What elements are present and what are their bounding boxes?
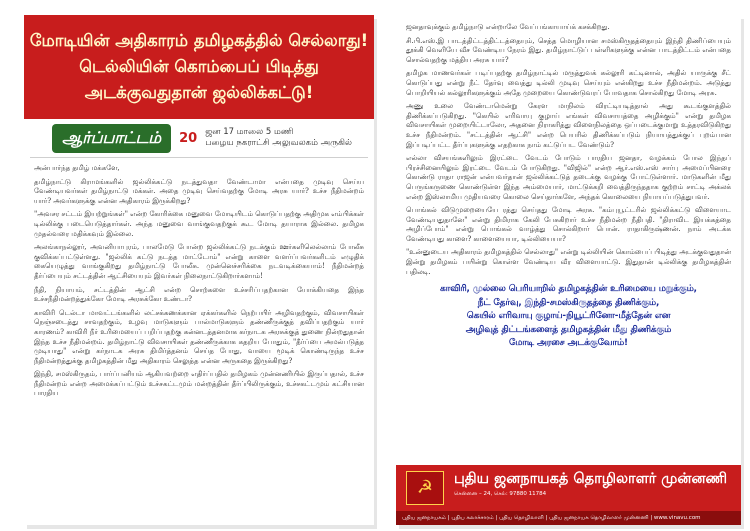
right-page <box>396 15 741 525</box>
footer-links: புதிய ஜனநாயகம் | புதிய கலாச்சாரம் | புதிய தொழிலாளி | புதிய ஜனநாயக தொழிலாளர் முன்னணி | www.vinavu.com <box>396 511 741 525</box>
organisation-address: சென்னை – 24, செல்: 97880 11784 <box>454 491 547 497</box>
protest-banner <box>30 119 368 158</box>
event-details <box>205 127 352 149</box>
event-day: 20 <box>179 130 198 146</box>
event-date: ஜன 17 மாலை 5 மணி <box>205 127 294 137</box>
paragraph: எல்லா விசயங்களிலும் இரட்டை வேடம் போடும் பாரதிய ஜனதா, வழக்கம் போல இந்தப் பிரச்சினையிலும் இரட்டை வேடம் போடுகிறது. "விஜில்" என்ற ஆர்.எஸ்.எஸ் சார்பு அமைப்பினரை கொண்டு ராதா ராஜன் என்பவர்தான் ஜல்லிக்கட்டுத் தடைக்கு வழக்கு போட்டுள்ளார். மாடுகளின் மீது பெருங்கருணை கொண்டுள்ள இந்த அம்மையார், மாட்டுக்கறி வைத்திருந்ததாக குற்றம் சாட்டி அக்லக் என்ற இஸ்லாமிய முதியவரை கொலை செய்தார்களே, அந்தக் கொலையை நியாயப்படுத்துபவர். <box>406 154 731 201</box>
paragraph: இந்தி, சமஸ்கிருதம், பார்ப்பனியம் ஆகியவற்றை எதிர்ப்பதில் தமிழகம் முன்னணியில் இருப்பதால், உச்ச நீதிமன்றம் என்ற அமைக்கப்பட்டும் உச்சகட்டமும் மன்றத்தின் தீர்ப்பிலிருக்கும், உச்சகட்டமும் கட்சியான பாரதிய <box>34 370 364 398</box>
slogan-line: கெயில் எரிவாயு குழாய்-நியூட்ரினோ-மீத்தேன் என <box>466 311 671 322</box>
headline-line-2: டெல்லியின் கொம்பைப் பிடித்து <box>79 57 319 76</box>
event-place: பழைய நகராட்சி அலுவலகம் அருகில் <box>205 138 352 148</box>
paragraph: அன்பார்ந்த தமிழ் மக்களே, <box>34 164 120 172</box>
headline-line-1: மோடியின் அதிகாரம் தமிழகத்தில் செல்லாது! <box>29 31 369 50</box>
paragraph: அலங்காநல்லூர், அவனியாபுரம், பாலமேடு போன்ற ஜல்லிக்கட்டு நடக்கும் ஊர்களிலெல்லாம் போலீசு குவிக்கப்பட்டுள்ளது. "ஜல்லிக் கட்டு நடத்த மாட்டோம்" என்று காளை வளர்ப்பவர்களிடம் எழுதிக் கையெழுத்து வாங்குகிறது தமிழ்நாட்டு போலீசு. முன்னெச்சரிக்கை நடவடிக்கையாம்! நீதிமன்றத் தீர்ப்பையும் சட்டத்தின் ஆட்சியையும் இவர்கள் நிலைநாட்டுகிறார்களாம்! <box>34 243 364 280</box>
headline-line-3: அடக்குவதுதான் ஜல்லிக்கட்டு! <box>84 83 314 102</box>
slogan-line: நீட் தேர்வு, இந்தி-சமஸ்கிருதத்தை திணிக்கும், <box>477 297 660 308</box>
slogan-line: மோடி அரசை அடக்குவோம்! <box>508 338 629 349</box>
paragraph: சி.பி.எஸ்.இ பாடத்திட்டத்திட்டத்தையும், செத்த மொழியான சமஸ்கிருதத்தையும் இந்தி திணிப்பையும் தூக்கி வெளியே வீச வேண்டிய நேரம் இது. தமிழ்நாட்டுப் பள்ளிகளுக்கு என்ன பாடத்திட்டம் என்பதை சொல்வதற்கு மத்திய அரசு யார்? <box>406 36 731 64</box>
paragraph: தமிழ்நாட்டு கிராமங்களில் ஜல்லிக்கட்டு நடத்துவதா வேண்டாமா என்பதை முடிவு செய்ய வேண்டியவர்கள் தமிழ்நாட்டு மக்கள். அதை முடிவு செய்வதற்கு மோடி அரசு யார்? உச்ச நீதிமன்றம் யார்? அவர்களுக்கு என்ன அதிகாரம் இருக்கிறது? <box>34 177 364 205</box>
paragraph: காவிரி டெல்டா மாவட்டங்களில் லட்சக்கணக்கான ஏக்கர்களில் நெற்பயிர் அழிவதற்கும், விவசாயிகள் நெஞ்சடைத்து சாவதற்கும், உழவு மாடுகளும் பால்மாடுகளும் தண்ணீருக்குத் தவிப்பதற்கும் யார் காரணம்? காவிரி நீர் உரிமையைப் பறிப்பதற்கு கன்னடத்தனமாக கர்நாடக அரசுக்குத் துணை நின்றதுதான் இந்த உச்ச நீதிமன்றம். தமிழ்நாட்டு விவசாயிகள் தண்ணீருக்காக கதறிய போதும், "தீர்ப்பை அமல்படுத்த முடியாது" என்று கர்நாடக அரசு திமிர்த்தனம் செய்த போது, வாயை மூடிக் கொண்டிருந்த உச்ச நீதிமன்றத்துக்கு தமிழகத்தின் மீது அதிகாரம் செலுத்த என்ன அருகதை இருக்கிறது? <box>34 308 364 365</box>
paragraph: நீதி, நியாயம், சட்டத்தின் ஆட்சி என்ற சொற்களை உச்சரிப்பதற்கான யோக்கியதை இந்த உச்சநீதிமன்றத்துக்கோ மோடி அரசுக்கோ உண்டா? <box>34 285 364 304</box>
slogans-block <box>402 283 735 351</box>
paragraph: "அவசர சட்டம் இயற்றுங்கள்" என்ற கோரிக்கை மனுவை மோடியிடம் கொடுப்பதற்கு அதிமுக எம்பிக்கள் டில்லிக்கு படையெடுத்தார்கள். அந்த மனுவை வாங்குவதற்குக் கூட மோடி தயாராக இல்லை. தமிழக முதல்வரை மதிக்கவும் இல்லை. <box>34 210 364 238</box>
banner-title: ஆர்ப்பாட்டம் <box>52 124 171 153</box>
paragraph: பொங்கல் விடுமுறையையே ரத்து செய்தது மோடி அரசு. "கம்புயூட்டரில் ஜல்லிக்கட்டு விளையாட வேண்டியதுதானே" என்று திமிராக கேலி பேசுகிறார் உச்ச நீதிமன்ற நீதிபதி. "திராவிட இயக்கத்தை அழிப்போம்" என்று பொங்கல் வாழ்த்து சொல்கிறார் பொன். ராதாகிருஷ்ணன். நாம் அடக்க வேண்டியது காளை? காளையையா, டில்லியையா? <box>406 206 731 243</box>
headline-block <box>24 15 374 119</box>
paragraph: ஜனதாவுக்கும் தமிழ்நாடு என்றாலே வேப்பங்காயாய்க் கசக்கிறது. <box>406 23 610 31</box>
slogan-line: காவிரி, முல்லை பெரியாறில் தமிழகத்தின் உரிமையை மறுக்கும், <box>439 284 698 295</box>
hammer-sickle-icon: ☭ <box>406 471 444 505</box>
paragraph: அணு உலை வேண்டாமென்று கேரள மாநிலம் விரட்டியடித்தால் அது கூடங்குளத்தில் திணிக்கப்படுகிறது. "கெயில் எரிவாயு குழாய் எங்கள் விவசாயத்தை அழிக்கும்" என்று தமிழக விவசாயிகள் முறையிட்டாலோ, அதனை நிராகரித்து விளைநிலத்தை ஒப்படைக்குமாறு உத்தரவிடுகிறது உச்ச நீதிமன்றம். "சட்டத்தின் ஆட்சி" என்ற பெயரில் திணிக்கப்படும் நியாயத்துக்குப் புறம்பான இப்படிப்பட்ட தீர்ப்புகளுக்கு எதற்காக நாம் கட்டுப்பட வேண்டும்? <box>406 102 731 149</box>
paragraph: தமிழக மாணவர்கள் படிப்பதற்கு தமிழ்நாட்டில் மருத்துவக் கல்லூரி கட்டினால், அதில் யாருக்கு சீட் கொடுப்பது என்று நீட் தேர்வு வைத்து டில்லி முடிவு செய்யும் என்கிறது உச்ச நீதிமன்றம். அடுத்து பொறியியல் கல்லூரிகளுக்கும் அதே முறையை கொண்டுவரப் போவதாக சொல்கிறது மோடி அரசு. <box>406 69 731 97</box>
paragraph: "உன்னுடைய அதிகாரம் தமிழகத்தில் செல்லாது" என்று டில்லியின் கொம்பைப் பிடித்து அடக்குவதுதான் இன்று தமிழகம் பயின்று கொள்ள வேண்டிய வீர விளையாட்டு. இதுதான் டில்லிக்கு தமிழகத்தின் பதிலடி. <box>406 248 731 276</box>
left-page <box>24 15 374 525</box>
slogan-line: அழிவுத் திட்டங்களைத் தமிழகத்தின் மீது திணிக்கும் <box>465 324 672 335</box>
organisation-footer <box>396 465 741 525</box>
organisation-name: புதிய ஜனநாயகத் தொழிலாளர் முன்னணி <box>454 471 728 487</box>
